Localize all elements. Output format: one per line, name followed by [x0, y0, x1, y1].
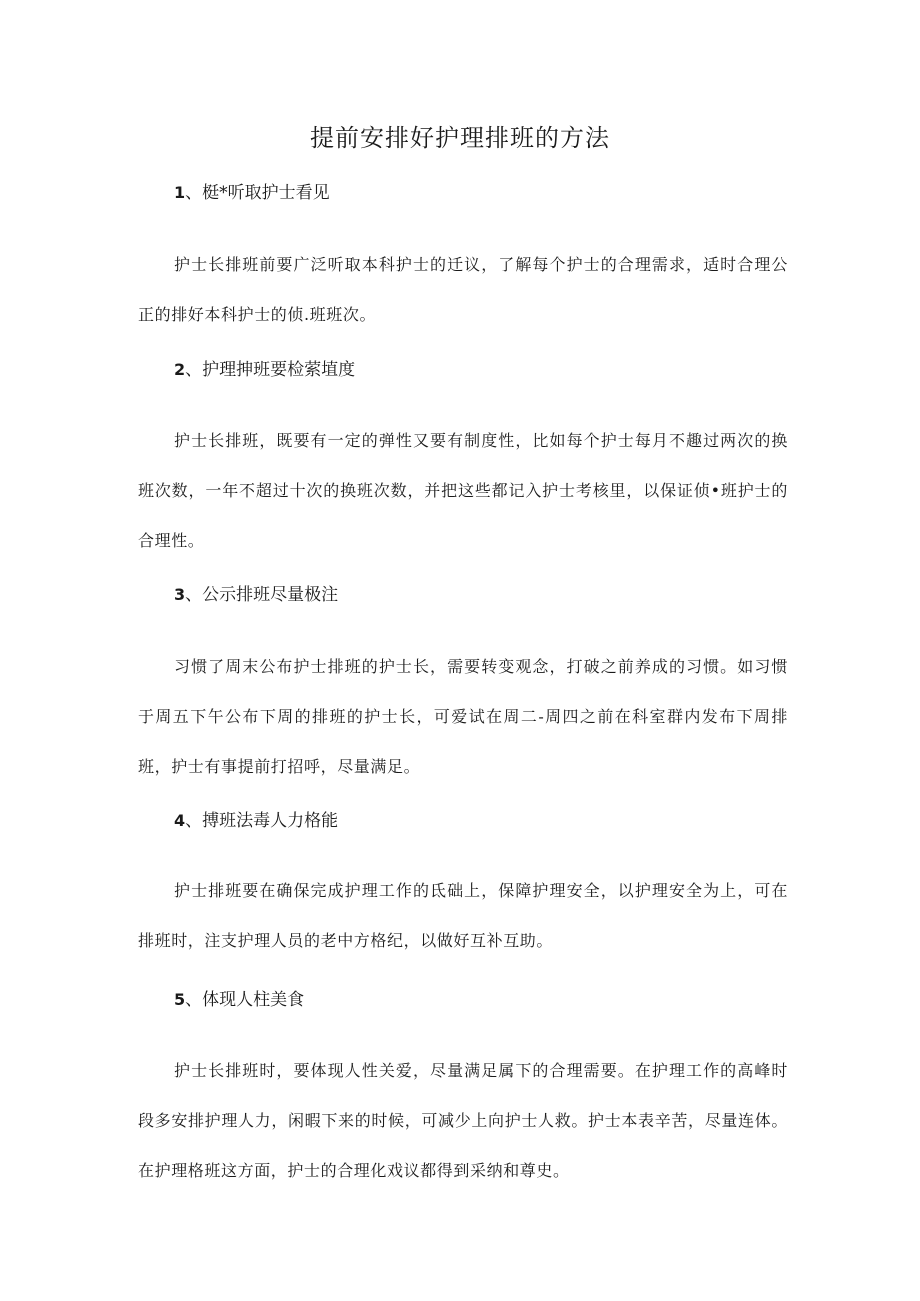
- section-heading-text-2: 、护理抻班要检萦埴度: [185, 360, 356, 380]
- section-heading-text-4: 、搏班法毒人力格能: [185, 811, 339, 831]
- section-heading-text-1: 、梃*听取护士看见: [185, 183, 330, 203]
- section-paragraph-1: 护士长排班前要广泛听取本科护士的迁议，了解每个护士的合理需求，适时合理公正的排好本科护士的侦.班班次。: [138, 255, 788, 324]
- section-number-4: 4: [174, 811, 186, 830]
- section-paragraph-4: 护士排班要在确保完成护理工作的氐础上，保障护理安全，以护理安全为上，可在排班时，注支护理人员的老中方格纪，以做好互补互助。: [138, 881, 788, 950]
- section-number-2: 2: [174, 360, 186, 379]
- section-heading-1: [174, 178, 330, 203]
- section-heading-4: [174, 806, 338, 831]
- section-heading-text-3: 、公示排班尽量极注: [185, 585, 339, 605]
- section-heading-2: [174, 355, 355, 380]
- section-heading-5: [174, 985, 304, 1010]
- section-number-3: 3: [174, 585, 186, 604]
- document-title: 提前安排好护理排班的方法: [310, 124, 610, 152]
- section-number-1: 1: [174, 183, 186, 202]
- section-heading-3: [174, 580, 338, 605]
- section-number-5: 5: [174, 990, 186, 1009]
- section-paragraph-2: 护士长排班，既要有一定的弹性又要有制度性，比如每个护士每月不趣过两次的换班次数，一年不超过十次的换班次数，并把这些都记入护士考核里，以保证侦•班护士的合理性。: [138, 431, 788, 550]
- section-heading-text-5: 、体现人柱美食: [185, 990, 305, 1010]
- section-paragraph-3: 习惯了周末公布护士排班的护士长，需要转变观念，打破之前养成的习惯。如习惯于周五下午公布下周的排班的护士长，可爱试在周二-周四之前在科室群内发布下周排班，护士有事提前打招呼，尽量满足。: [138, 657, 788, 776]
- section-paragraph-5: 护士长排班时，要体现人性关爱，尽量满足属下的合理需要。在护理工作的高峰时段多安排护理人力，闲暇下来的时候，可减少上向护士人救。护士本表辛苦，尽量连体。在护理格班这方面，护士的合理化戏议都得到采纳和尊史。: [138, 1061, 788, 1180]
